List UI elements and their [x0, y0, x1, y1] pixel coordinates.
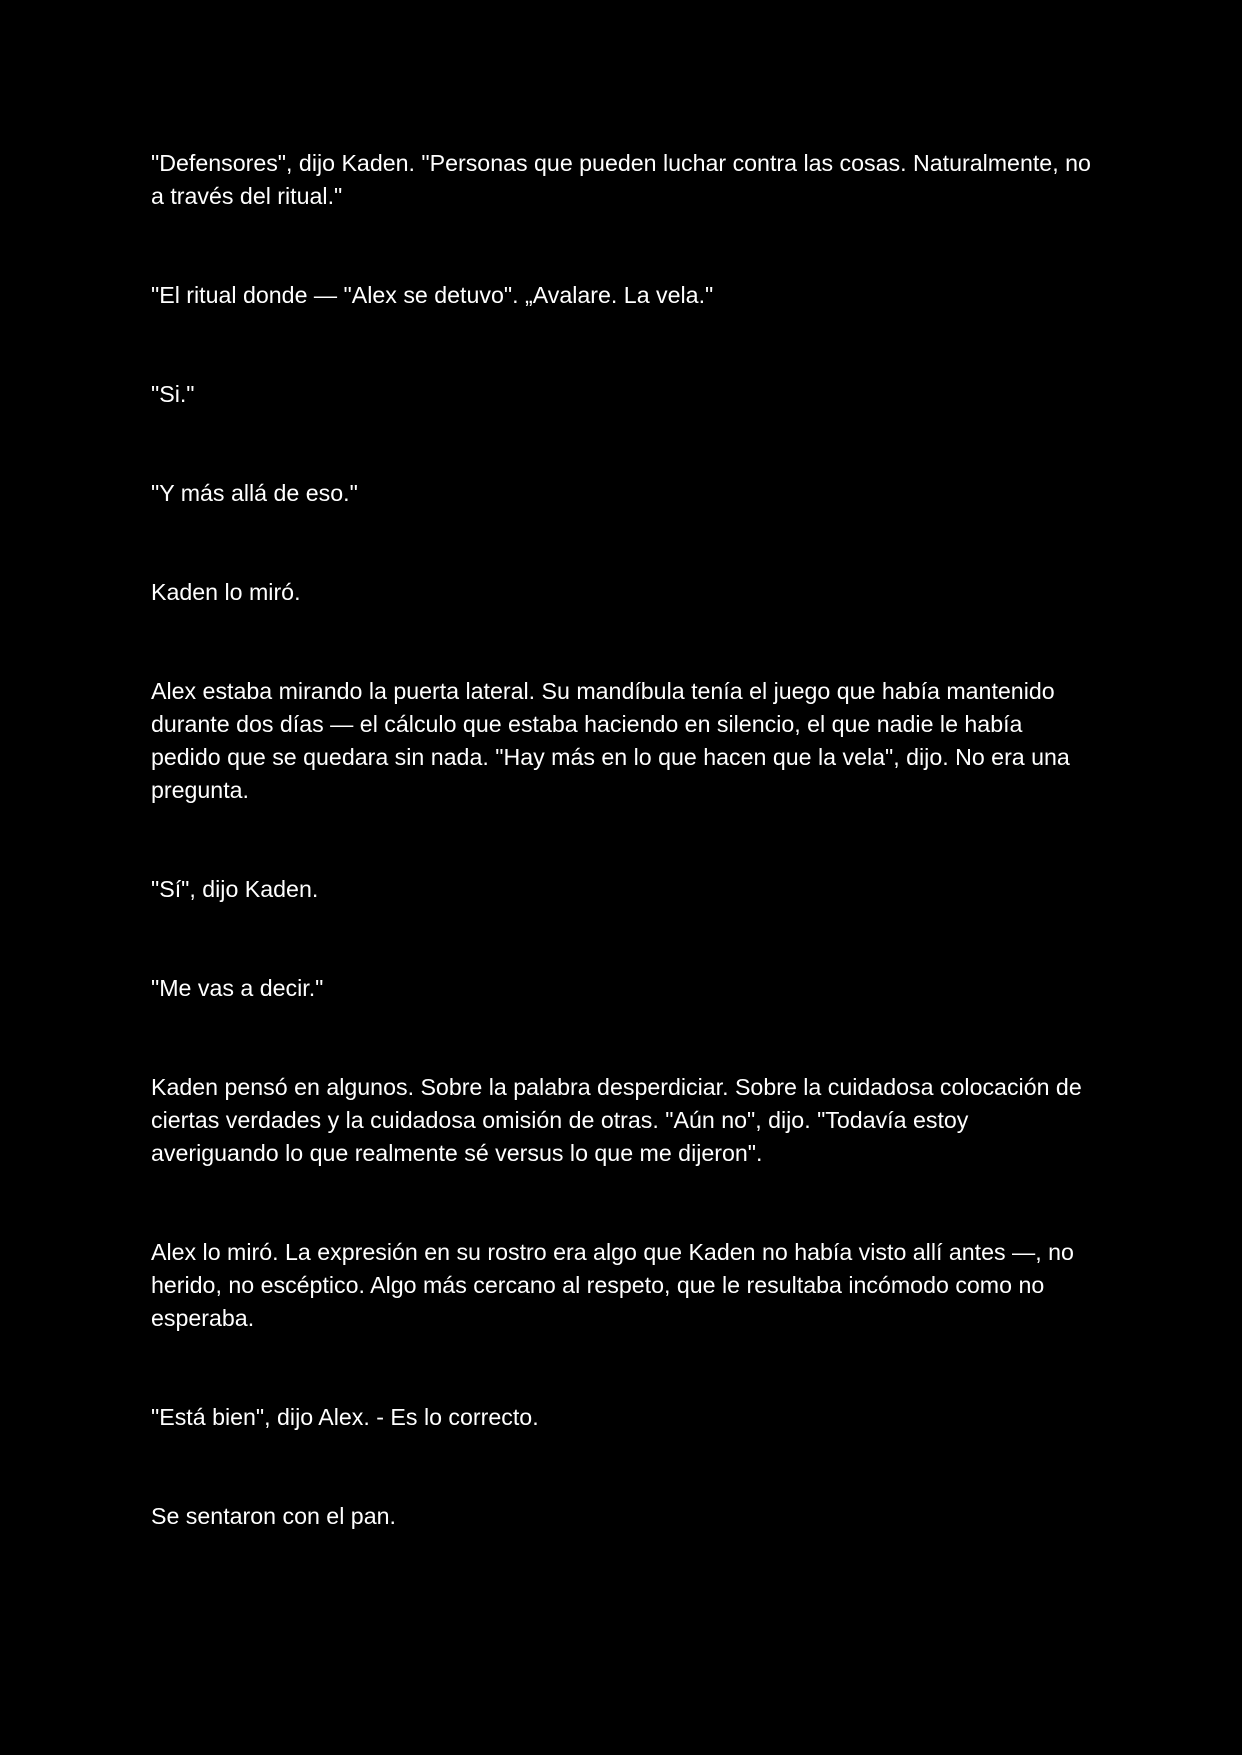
paragraph: Se sentaron con el pan. — [151, 1503, 396, 1529]
document-page — [151, 147, 1091, 1599]
paragraph: "Si." — [151, 381, 195, 407]
paragraph: "Defensores", dijo Kaden. "Personas que pueden luchar contra las cosas. Naturalmente, no a través del ritual." — [151, 150, 1091, 209]
paragraph: "El ritual donde — "Alex se detuvo". „Avalare. La vela." — [151, 282, 714, 308]
paragraph: Alex estaba mirando la puerta lateral. Su mandíbula tenía el juego que había mantenido durante dos días — el cálculo que estaba haciendo en silencio, el que nadie le había pedido que se quedara sin nada. "Hay más en lo que hacen que la vela", dijo. No era una pregunta. — [151, 678, 1070, 803]
paragraph: "Me vas a decir." — [151, 975, 324, 1001]
paragraph: Alex lo miró. La expresión en su rostro era algo que Kaden no había visto allí antes —, no herido, no escéptico. Algo más cercano al respeto, que le resultaba incómodo como no esperaba. — [151, 1239, 1074, 1331]
paragraph: "Y más allá de eso." — [151, 480, 358, 506]
paragraph: "Sí", dijo Kaden. — [151, 876, 319, 902]
paragraph: Kaden pensó en algunos. Sobre la palabra desperdiciar. Sobre la cuidadosa colocación de ciertas verdades y la cuidadosa omisión de otras. "Aún no", dijo. "Todavía estoy averiguando lo que realmente sé versus lo que me dijeron". — [151, 1074, 1082, 1166]
paragraph: Kaden lo miró. — [151, 579, 301, 605]
paragraph: "Está bien", dijo Alex. - Es lo correcto. — [151, 1404, 539, 1430]
